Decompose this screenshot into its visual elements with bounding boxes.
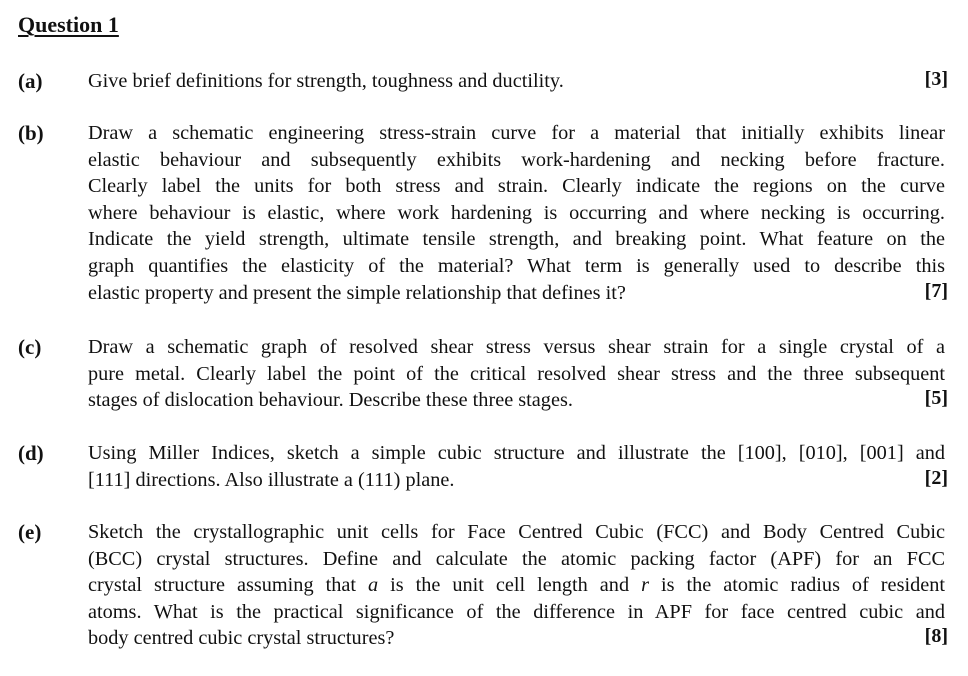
text-line: elastic property and present the simple relationship that defines it?	[88, 281, 626, 304]
part-label: (c)	[18, 335, 42, 359]
text-line: elastic behaviour and subsequently exhibits work-hardening and necking before fracture.	[88, 148, 945, 171]
part-text	[88, 68, 945, 95]
part-label: (b)	[18, 121, 44, 145]
text-line: Give brief definitions for strength, toughness and ductility.	[88, 70, 564, 92]
text-line: Indicate the yield strength, ultimate tensile strength, and breaking point. What feature on the	[88, 228, 945, 251]
text-line: [111] directions. Also illustrate a (111) plane.	[88, 468, 455, 491]
text-line: Draw a schematic graph of resolved shear stress versus shear strain for a single crystal of a	[88, 336, 945, 358]
marks-badge: [5]	[924, 387, 948, 410]
marks-badge: [8]	[924, 625, 948, 648]
part-label: (d)	[18, 441, 44, 465]
marks-badge: [2]	[924, 466, 948, 489]
text-line: where behaviour is elastic, where work hardening is occurring and where necking is occurring.	[88, 201, 945, 224]
part-label: (a)	[18, 69, 43, 93]
text-line: pure metal. Clearly label the point of the critical resolved shear stress and the three subsequent	[88, 362, 945, 385]
text-line: graph quantifies the elasticity of the material? What term is generally used to describe this	[88, 254, 945, 277]
text-line: atoms. What is the practical significance of the difference in APF for face centred cubic and	[88, 600, 945, 623]
part-label: (e)	[18, 520, 42, 544]
text-line: Clearly label the units for both stress and strain. Clearly indicate the regions on the curve	[88, 175, 945, 198]
text-line: Draw a schematic engineering stress-strain curve for a material that initially exhibits linear	[88, 122, 945, 144]
text-line: body centred cubic crystal structures?	[88, 627, 395, 650]
part-text	[88, 440, 945, 493]
part-text	[88, 519, 945, 652]
marks-badge: [3]	[924, 68, 948, 90]
text-line: (BCC) crystal structures. Define and calculate the atomic packing factor (APF) for an FCC	[88, 547, 945, 570]
part-text	[88, 120, 945, 306]
part-text	[88, 334, 945, 414]
text-line: Using Miller Indices, sketch a simple cubic structure and illustrate the [100], [010], [001] and	[88, 442, 945, 464]
text-line: Sketch the crystallographic unit cells for Face Centred Cubic (FCC) and Body Centred Cubic	[88, 521, 945, 543]
marks-badge: [7]	[924, 279, 948, 302]
text-line: stages of dislocation behaviour. Describe these three stages.	[88, 389, 573, 412]
question-title: Question 1	[18, 12, 119, 37]
text-line: crystal structure assuming that a is the unit cell length and r is the atomic radius of resident	[88, 574, 946, 597]
